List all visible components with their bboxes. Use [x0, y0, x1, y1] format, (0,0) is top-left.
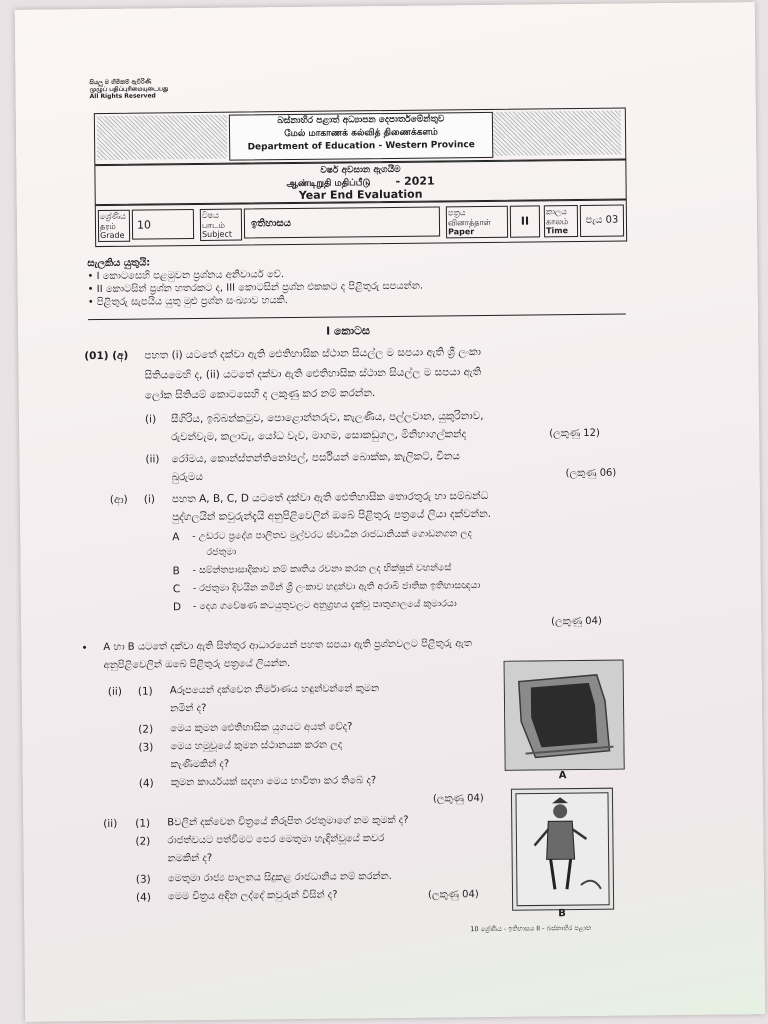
item-text: - රජතුමා දිවයින නමින් ශ්‍රී ලංකාව හදුන්වා ඇති අරාබි ජාතික ඉතිහාසඥයා	[192, 580, 481, 595]
question-text: පහත (i) යටතේ දක්වා ඇති ඓතිහාසික ස්ථාන සියල්ල ම සපයා ඇති ශ්‍රී ලංකා	[144, 346, 481, 362]
subject-value: ඉතිහාසය	[244, 206, 440, 238]
question-text: පුද්ගලයින් කවුරුන්දැයි අනුපිළිවෙලින් ඔබේ පිළිතුරු පත්‍රයේ ලියා දක්වන්න.	[171, 507, 492, 524]
item-text: රජතුමා	[206, 546, 237, 558]
note-text: A හා B යටතේ දක්වා ඇති සිත්තුර ආධාරයෙන් පහත සපයා ඇති ප්‍රශ්නවලට පිළිතුරු ඇත	[103, 638, 473, 654]
exam-title-si: වර්ෂ අවසාන ඇගයීම	[320, 164, 401, 176]
exam-title	[94, 160, 626, 206]
question-text: රාජත්වයට පත්වීමට පෙර මෙතුමා හැඳින්වූයේ කවර	[167, 833, 385, 847]
note-text: අනුපිළිවෙලින් ඔබේ පිළිතුරු පත්‍රයේ ලියන්න.	[103, 658, 291, 672]
question-number: (ii)	[107, 685, 122, 698]
grade-label	[98, 210, 130, 242]
marks: (ලකුණු 04)	[551, 615, 602, 628]
place-list: රෝමය, කොන්ස්තන්තිනෝපල්, පර්සියන් බොක්ක, කැලිකට්, චීනය	[171, 450, 461, 466]
paper-label-en: Paper	[448, 227, 475, 237]
figure-b-painting	[512, 789, 613, 910]
exam-paper	[15, 2, 766, 1022]
grade-label-ta: தரம்	[99, 221, 116, 232]
subject-label-ta: பாடம்	[201, 220, 225, 230]
sub-number: (1)	[137, 685, 153, 698]
instructions	[87, 254, 423, 310]
question-number: (ii)	[103, 817, 118, 831]
sub-number: (ii)	[145, 453, 160, 466]
item-text: - සම්න්තපාසාදිකාව නම් කෘතිය රචනා කරන ලද භික්ෂූන් වහන්සේ	[192, 562, 452, 577]
figure-b-label: B	[558, 908, 566, 920]
time-label-ta: காலம்	[545, 217, 569, 227]
question-text: නමකින් ද?	[167, 852, 213, 865]
question-text: නමින් ද?	[169, 702, 207, 715]
marks: (ලකුණු 12)	[549, 427, 600, 440]
marks: (ලකුණු 06)	[565, 467, 617, 480]
sub-number: (2)	[138, 723, 154, 736]
exam-year: - 2021	[395, 174, 435, 188]
subject-label-en: Subject	[202, 229, 233, 239]
sub-number: (3)	[135, 873, 151, 886]
department-ta: மேல் மாகாணக் கல்வித் திணைக்களம்	[284, 127, 438, 140]
grade-label-en: Grade	[100, 230, 125, 241]
subject-label	[200, 209, 242, 241]
hatch-left	[97, 115, 227, 160]
sub-number: (4)	[135, 891, 151, 904]
question-number: (ආ)	[109, 493, 128, 506]
figure-a-image	[504, 660, 625, 771]
info-row	[95, 200, 627, 248]
question-text: මෙතුමා රාජ්‍ය පාලනය සිදුකළ රාජධානිය නම් කරන්න.	[167, 870, 392, 885]
figure-b-image	[511, 788, 614, 911]
question-text: පහත A, B, C, D යටතේ දක්වා ඇති ඓතිහාසික තොරතුරු හා සම්බන්ධ	[171, 489, 489, 506]
item-text: - දෙශ ගවේෂණ කටයුතුවලට අනුග්‍රහය දැක්වූ පෘතුගාලයේ කුමාරයා	[192, 598, 457, 613]
note-bullet: •	[81, 642, 88, 655]
item-label: D	[172, 601, 182, 614]
marks: (ලකුණු 04)	[432, 793, 484, 805]
question-text: කැණීමකින් ද?	[170, 758, 230, 771]
place-list: රුවන්වැම, කලාවැ, යෝධ වැව, මාගම, සොකඩුගල, මිනිහාගල්කන්ද	[171, 428, 467, 444]
instruction-item: • I කොටසෙහි පළමුවන ප්‍රශ්නය අනිවාර්ය වේ.	[87, 269, 285, 283]
question-text: මෙම චිත්‍රය අඳින ලද්දේ කවුරුන් විසින් ද?	[167, 889, 338, 903]
place-list: බුරුමය	[171, 470, 204, 484]
instructions-title: සැලකිය යුතුයි:	[87, 257, 151, 270]
question-text: Aරූපයෙන් දක්වෙන නිර්මාණය හඳුන්වන්නේ කුමන	[169, 683, 380, 697]
department-header	[94, 108, 627, 166]
department-en: Department of Education - Western Province	[247, 140, 475, 153]
exam-title-ta: ஆண்டிறுதி மதிப்பீடு	[286, 178, 371, 190]
copyright-ta: முழுப் பதிப்புரிமையுடையது	[89, 85, 169, 94]
question-text: ලෝක සිතියම් කොටසෙහි ද ලකුණු කර නම් කරන්න.	[144, 387, 376, 402]
subject-label-si: විෂය	[201, 210, 219, 220]
item-label: C	[172, 583, 181, 596]
sub-number: (3)	[138, 741, 154, 754]
copyright-en: All Rights Reserved	[89, 92, 156, 101]
grade-value: 10	[132, 209, 194, 240]
section-title: I කොටස	[326, 324, 370, 338]
figure-a-label: A	[558, 770, 567, 782]
marks: (ලකුණු 04)	[427, 889, 479, 901]
place-list: සීගිරිය, ඉබ්බන්කටුව, පොළොන්නරුව, කැලණිය, පල්ලවාන, යුකුරිනාව,	[170, 410, 484, 426]
paper-label-ta: வினாத்தாள்	[447, 217, 491, 228]
hatch-right	[493, 111, 621, 156]
instruction-item: • පිළිතුරු සැපයිය යුතු මුළු ප්‍රශ්න සංඛ්‍යාව හයකි.	[87, 295, 289, 309]
sub-number: (1)	[135, 817, 151, 830]
question-text: සිතියමෙහි ද, (ii) යටතේ දක්වා ඇති ඓතිහාසික ස්ථාන සියල්ල ම සපයා ඇති	[144, 366, 482, 382]
department-si: බස්නාහිර පළාත් අධ්‍යාපන දෙපාර්තමේන්තුව	[277, 114, 445, 127]
figure-a-artifact	[505, 661, 624, 770]
grade-label-si: ශ්‍රේණිය	[99, 211, 126, 222]
time-value: පැය 03	[580, 205, 624, 237]
time-label-en: Time	[546, 226, 569, 236]
question-text: කුමන කාර්යයක් සදහා මෙය භාවිතා කර තිබේ ද?	[170, 775, 377, 789]
sub-number: (i)	[143, 493, 156, 506]
time-label	[544, 205, 578, 237]
item-text: - උඩරට ප්‍රදේශ පාලිතව මුල්වරට ස්වාධීන රාජධානියක් ගොඩනගන ලද	[192, 528, 472, 543]
department-title	[229, 112, 493, 161]
item-label: B	[172, 565, 180, 578]
paper-label-si: පත්‍රය	[447, 208, 466, 218]
divider	[88, 314, 626, 321]
question-number: (01) (අ)	[84, 349, 129, 363]
time-label-si: කාලය	[545, 207, 567, 217]
item-label: A	[172, 531, 180, 544]
copyright-si: සියලු ම හිමිකම් ඇවිරිණි	[89, 78, 152, 87]
copyright-block	[89, 78, 168, 100]
exam-title-en: Year End Evaluation	[298, 187, 423, 202]
sub-number: (4)	[138, 777, 154, 790]
paper-label	[446, 206, 508, 239]
question-text: මෙය කුමන ඓතිහාසික යුගයට අයත් වේද?	[170, 721, 353, 735]
instruction-item: • II කොටසින් ප්‍රශ්න හතරකට ද, III කොටසින් ප්‍රශ්න එකකට ද පිළිතුරු සපයන්න.	[87, 280, 424, 296]
sub-number: (i)	[144, 413, 157, 426]
paper-value: II	[510, 205, 540, 237]
question-text: Bවලින් දක්වෙන චිත්‍රයේ නිරූපිත රජතුමාගේ නම කුමක් ද?	[167, 814, 409, 829]
sub-number: (2)	[135, 835, 151, 848]
page-footer: 10 ශ්‍රේණිය - ඉතිහාසය II - බස්නාහිර පළාත	[470, 923, 592, 934]
question-text: මෙය හමුවූයේ කුමන ස්ථානයක කරන ලද	[170, 739, 343, 753]
